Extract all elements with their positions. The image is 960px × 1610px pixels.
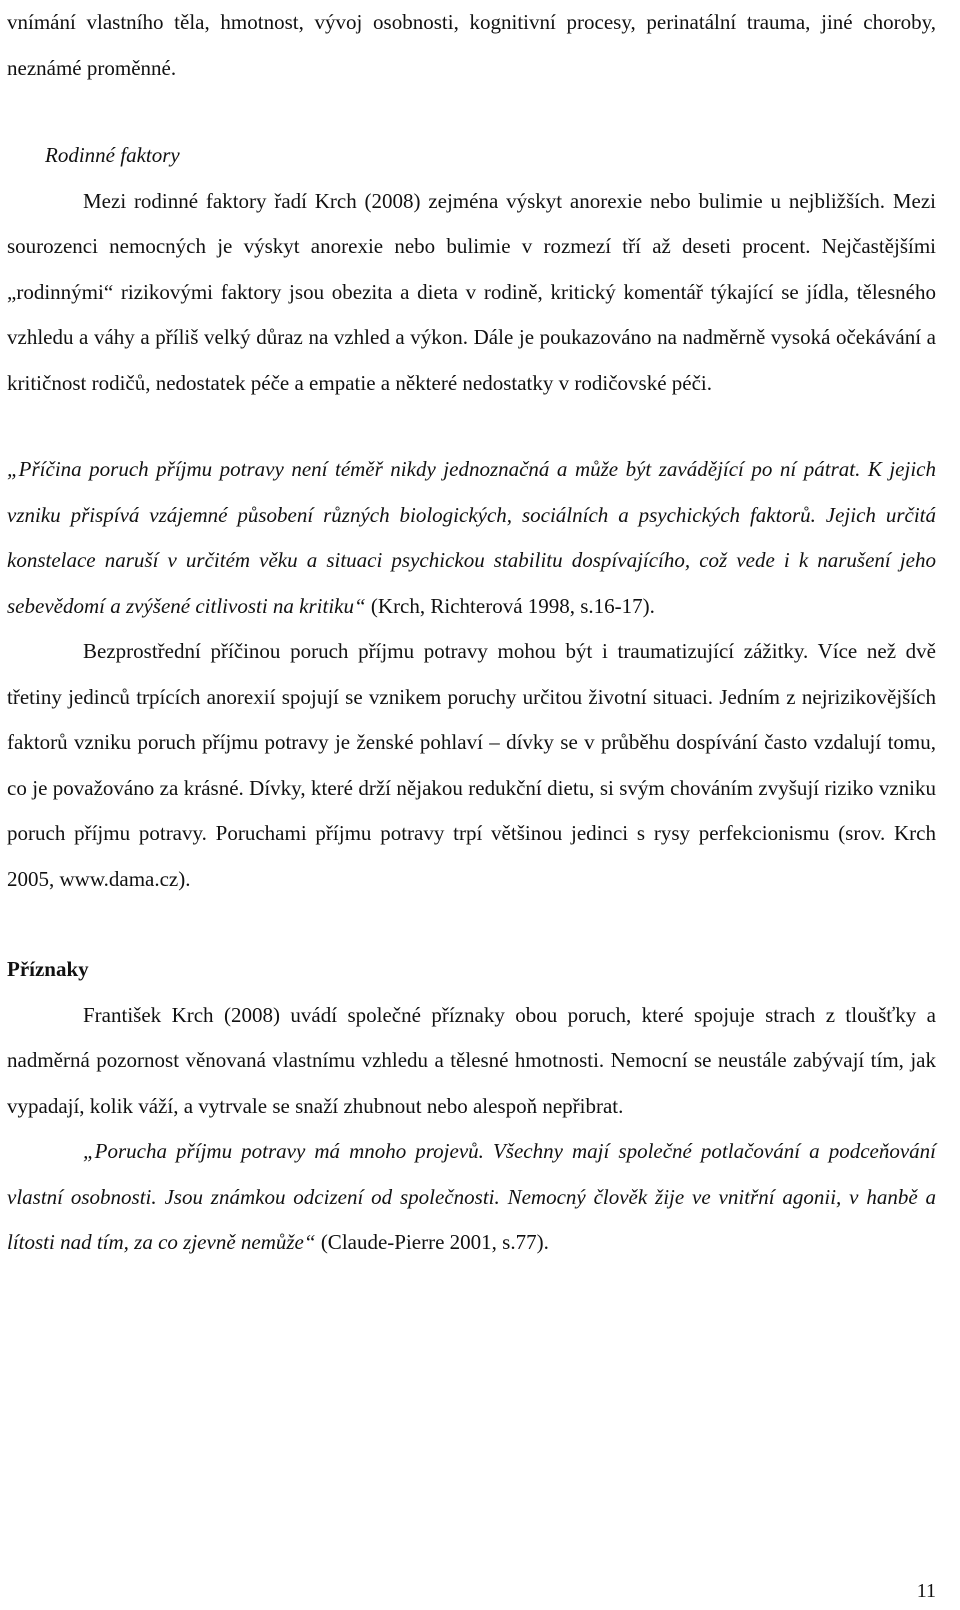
quote-text: „Příčina poruch příjmu potravy není téměř nikdy jednoznačná a může být zavádějící po ní pátrat. K jejich vzniku přispívá vzájemné působení různých biologických, sociálních a psychických faktorů. Jejich určitá konstelace naruší v určitém věku a situaci psychickou stabilitu dospívajícího, což vede i k narušení jeho sebevědomí a zvýšené citlivosti na kritiku“ (7, 457, 936, 618)
quote-citation: (Krch, Richterová 1998, s.16-17). (365, 593, 655, 618)
spacer (7, 902, 936, 947)
section-heading-family-factors: Rodinné faktory (45, 143, 180, 167)
continuation-paragraph: vnímání vlastního těla, hmotnost, vývoj osobnosti, kognitivní procesy, perinatální trauma, jiné choroby, neznámé proměnné. (7, 10, 936, 80)
quote-paragraph-2 (7, 1129, 936, 1266)
spacer (7, 406, 936, 447)
quote-citation-2: (Claude-Pierre 2001, s.77). (315, 1230, 549, 1254)
symptoms-paragraph: František Krch (2008) uvádí společné příznaky obou poruch, které spojuje strach z tloušťky a nadměrná pozornost věnovaná vlastnímu vzhledu a tělesné hmotnosti. Nemocní se neustále zabývají tím, jak vypadají, kolik váží, a vytrvale se snaží zhubnout nebo alespoň nepřibrat. (7, 1002, 936, 1118)
spacer (7, 91, 936, 133)
quote-paragraph (7, 447, 936, 629)
document-page (7, 0, 936, 1266)
family-factors-paragraph: Mezi rodinné faktory řadí Krch (2008) zejména výskyt anorexie nebo bulimie u nejbližších. Mezi sourozenci nemocných je výskyt anorexie nebo bulimie v rozmezí tří až deseti procent. Nejčastějšími „rodinnými“ rizikovými faktory jsou obezita a dieta v rodině, kritický komentář týkající se jídla, tělesného vzhledu a váhy a příliš velký důraz na vzhled a výkon. Dále je poukazováno na nadměrně vysoká očekávání a kritičnost rodičů, nedostatek péče a empatie a některé nedostatky v rodičovské péči. (7, 188, 936, 395)
page-number: 11 (916, 1580, 936, 1602)
quote-text-2: „Porucha příjmu potravy má mnoho projevů. Všechny mají společné potlačování a podceňování vlastní osobnosti. Jsou známkou odcizení od společnosti. Nemocný člověk žije ve vnitřní agonii, v hanbě a lítosti nad tím, za co zjevně nemůže“ (7, 1139, 936, 1254)
section-heading-symptoms: Příznaky (7, 957, 89, 981)
triggers-paragraph: Bezprostřední příčinou poruch příjmu potravy mohou být i traumatizující zážitky. Více než dvě třetiny jedinců trpících anorexií spojují se vznikem poruchy určitou životní situaci. Jedním z nejrizikovějších faktorů vzniku poruch příjmu potravy je ženské pohlaví – dívky se v průběhu dospívání často vzdalují tomu, co je považováno za krásné. Dívky, které drží nějakou redukční dietu, si svým chováním zvyšují riziko vzniku poruch příjmu potravy. Poruchami příjmu potravy trpí většinou jedinci s rysy perfekcionismu (srov. Krch 2005, www.dama.cz). (7, 639, 936, 891)
